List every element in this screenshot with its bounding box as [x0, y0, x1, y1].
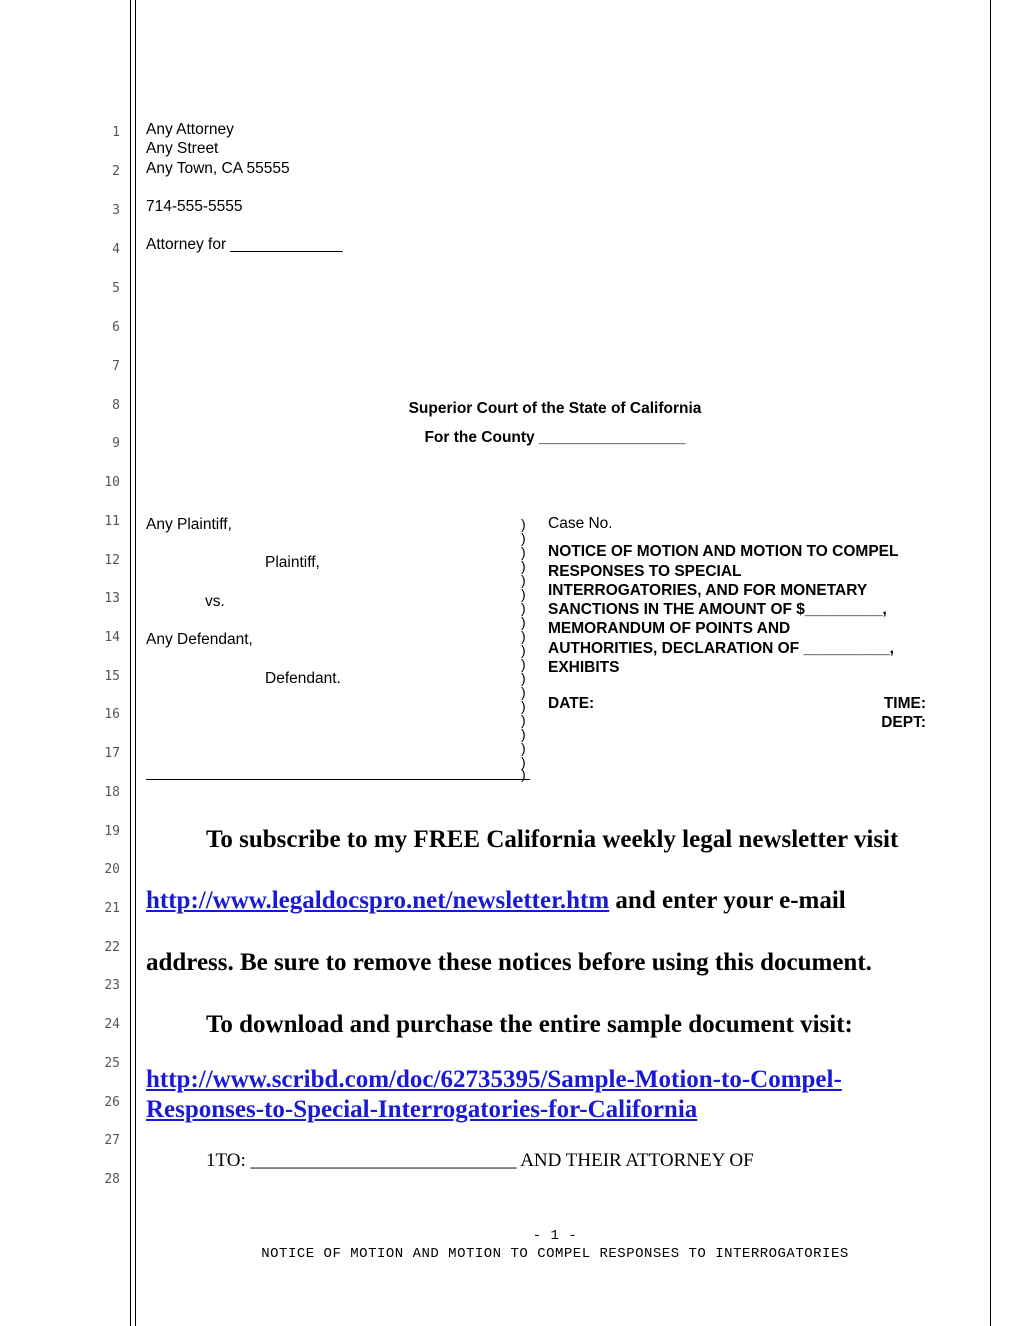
hearing-date-label: DATE:: [548, 695, 595, 712]
caption-paren: ): [521, 516, 526, 532]
line-number: 26: [104, 1095, 120, 1110]
line-number: 12: [104, 553, 120, 568]
caption-paren: ): [521, 712, 526, 728]
line-number: 18: [104, 785, 120, 800]
left-margin-rule-inner: [135, 0, 136, 1326]
caption-paren: ): [521, 614, 526, 630]
attorney-phone: 714-555-5555: [146, 198, 243, 215]
line-number: 22: [104, 940, 120, 955]
motion-title-line: MEMORANDUM OF POINTS AND: [548, 620, 791, 637]
line-number: 19: [104, 824, 120, 839]
caption-paren: ): [521, 558, 526, 574]
line-number: 1: [112, 125, 120, 140]
caption-paren: ): [521, 530, 526, 546]
motion-title-line: NOTICE OF MOTION AND MOTION TO COMPEL: [548, 543, 899, 560]
motion-title-line: EXHIBITS: [548, 659, 620, 676]
line-number: 6: [112, 320, 120, 335]
caption-underline: [146, 779, 530, 780]
page-number: - 1 -: [532, 1228, 578, 1244]
line-number: 3: [112, 203, 120, 218]
caption-paren: ): [521, 766, 526, 782]
plaintiff-name: Any Plaintiff,: [146, 516, 232, 533]
caption-paren: ): [521, 740, 526, 756]
court-county: For the County _________________: [424, 429, 686, 446]
line-number: 25: [104, 1056, 120, 1071]
line-number: 21: [104, 901, 120, 916]
line-number: 10: [104, 475, 120, 490]
defendant-role: Defendant.: [265, 670, 341, 687]
attorney-street: Any Street: [146, 140, 219, 157]
hearing-dept-label: DEPT:: [881, 714, 926, 731]
line-number: 27: [104, 1133, 120, 1148]
line-number: 20: [104, 862, 120, 877]
line-number: 7: [112, 359, 120, 374]
caption-paren: ): [521, 642, 526, 658]
line-number: 13: [104, 591, 120, 606]
hearing-time-label: TIME:: [883, 695, 926, 712]
line-number: 11: [104, 514, 120, 529]
line-number: 5: [112, 281, 120, 296]
caption-paren: ): [521, 656, 526, 672]
scribd-link-part-1[interactable]: http://www.scribd.com/doc/62735395/Sample-Motion-to-Compel-: [146, 1066, 842, 1093]
caption-paren: ): [521, 628, 526, 644]
caption-paren: ): [521, 698, 526, 714]
caption-paren: ): [521, 754, 526, 770]
line-number: 8: [112, 398, 120, 413]
line-number: 15: [104, 669, 120, 684]
plaintiff-role: Plaintiff,: [265, 554, 320, 571]
caption-paren: ): [521, 600, 526, 616]
line-number: 4: [112, 242, 120, 257]
motion-title-line: INTERROGATORIES, AND FOR MONETARY: [548, 582, 868, 599]
notice-line-2-text: and enter your e-mail: [609, 887, 846, 914]
caption-paren: ): [521, 572, 526, 588]
line-number: 23: [104, 978, 120, 993]
motion-title-line: AUTHORITIES, DECLARATION OF __________,: [548, 640, 894, 657]
versus-label: vs.: [205, 593, 225, 610]
attorney-for-line: Attorney for _____________: [146, 236, 343, 253]
attorney-city: Any Town, CA 55555: [146, 160, 290, 177]
line-number: 17: [104, 746, 120, 761]
caption-paren: ): [521, 670, 526, 686]
footer-title: NOTICE OF MOTION AND MOTION TO COMPEL RESPONSES TO INTERROGATORIES: [261, 1246, 849, 1262]
caption-paren: ): [521, 684, 526, 700]
right-margin-rule: [990, 0, 991, 1326]
line-number: 28: [104, 1172, 120, 1187]
defendant-name: Any Defendant,: [146, 631, 253, 648]
caption-paren: ): [521, 586, 526, 602]
line-number: 14: [104, 630, 120, 645]
left-margin-rule-outer: [130, 0, 131, 1326]
notice-line-2: [146, 887, 846, 915]
line-number: 24: [104, 1017, 120, 1032]
line-number: 9: [112, 436, 120, 451]
motion-title-line: SANCTIONS IN THE AMOUNT OF $_________,: [548, 601, 887, 618]
newsletter-link[interactable]: http://www.legaldocspro.net/newsletter.htm: [146, 887, 610, 914]
caption-paren: ): [521, 726, 526, 742]
attorney-name: Any Attorney: [146, 121, 234, 138]
motion-title-line: RESPONSES TO SPECIAL: [548, 563, 742, 580]
court-name: Superior Court of the State of California: [408, 400, 702, 417]
scribd-link-part-2[interactable]: Responses-to-Special-Interrogatories-for-California: [146, 1096, 698, 1123]
line-number: 2: [112, 164, 120, 179]
line-number: 16: [104, 707, 120, 722]
notice-line-4: To download and purchase the entire sample document visit:: [206, 1011, 853, 1038]
caption-paren: ): [521, 544, 526, 560]
notice-line-3: address. Be sure to remove these notices before using this document.: [146, 949, 872, 976]
to-line: 1TO: ____________________________ AND THEIR ATTORNEY OF: [206, 1150, 754, 1171]
case-number-label: Case No.: [548, 515, 613, 532]
notice-line-1: To subscribe to my FREE California weekly legal newsletter visit: [206, 826, 899, 853]
